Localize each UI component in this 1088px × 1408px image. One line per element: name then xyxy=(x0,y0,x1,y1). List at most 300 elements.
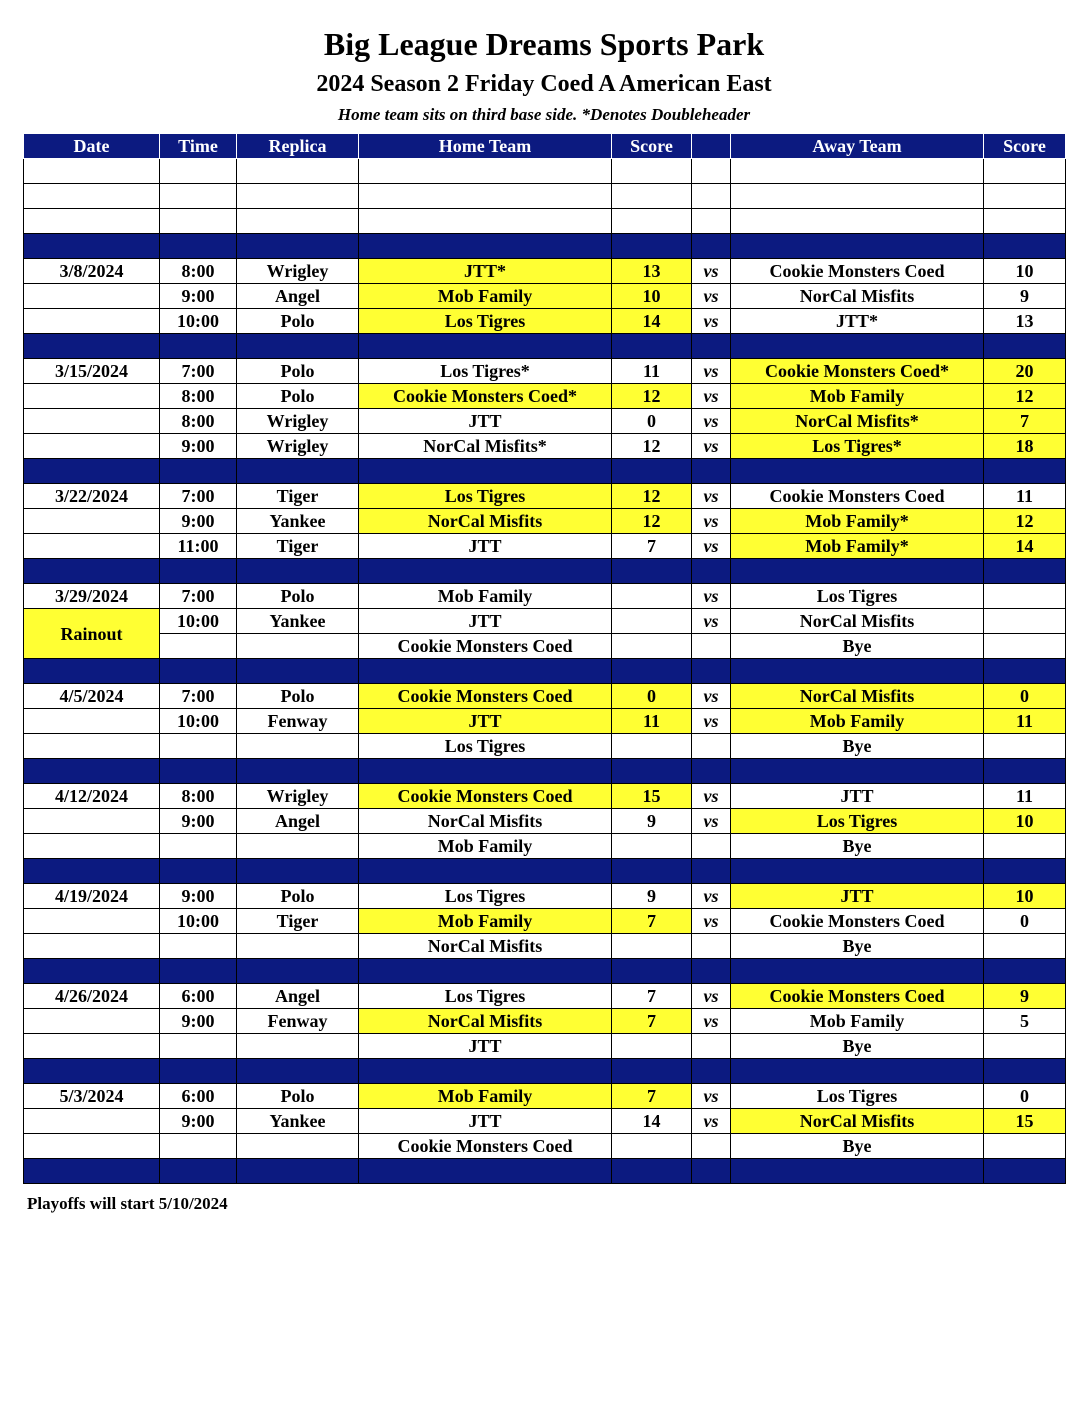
away-score-cell xyxy=(984,459,1066,484)
away-score-cell: 9 xyxy=(984,984,1066,1009)
time-cell xyxy=(160,959,237,984)
away-score-cell xyxy=(984,584,1066,609)
home-score-cell xyxy=(612,1159,692,1184)
away-score-cell xyxy=(984,234,1066,259)
away-team-cell: NorCal Misfits* xyxy=(731,409,984,434)
home-team-cell: JTT xyxy=(359,1109,612,1134)
col-header-vs xyxy=(692,134,731,159)
away-team-cell: NorCal Misfits xyxy=(731,684,984,709)
game-row xyxy=(24,984,1066,1009)
vs-cell: vs xyxy=(692,1084,731,1109)
time-cell xyxy=(160,934,237,959)
away-score-cell: 14 xyxy=(984,534,1066,559)
table-header-row xyxy=(24,134,1066,159)
time-cell: 8:00 xyxy=(160,259,237,284)
vs-cell: vs xyxy=(692,359,731,384)
home-team-cell: Cookie Monsters Coed xyxy=(359,684,612,709)
replica-cell xyxy=(237,834,359,859)
home-score-cell xyxy=(612,659,692,684)
game-row xyxy=(24,434,1066,459)
away-score-cell: 7 xyxy=(984,409,1066,434)
away-team-cell: Mob Family xyxy=(731,1009,984,1034)
away-score-cell xyxy=(984,834,1066,859)
time-cell xyxy=(160,859,237,884)
date-cell xyxy=(24,659,160,684)
game-row xyxy=(24,259,1066,284)
replica-cell xyxy=(237,334,359,359)
away-score-cell: 15 xyxy=(984,1109,1066,1134)
date-cell xyxy=(24,284,160,309)
game-row xyxy=(24,359,1066,384)
date-cell xyxy=(24,209,160,234)
schedule-note: Home team sits on third base side. *Denotes Doubleheader xyxy=(337,105,751,124)
away-team-cell: Los Tigres xyxy=(731,1084,984,1109)
date-cell xyxy=(24,734,160,759)
replica-cell: Wrigley xyxy=(237,259,359,284)
home-team-cell: JTT* xyxy=(359,259,612,284)
away-score-cell xyxy=(984,209,1066,234)
away-team-cell xyxy=(731,1159,984,1184)
bye-row xyxy=(24,734,1066,759)
away-team-cell xyxy=(731,559,984,584)
time-cell: 9:00 xyxy=(160,1009,237,1034)
col-header-home-score: Score xyxy=(612,134,692,159)
away-team-cell: Cookie Monsters Coed xyxy=(731,484,984,509)
home-score-cell xyxy=(612,934,692,959)
time-cell xyxy=(160,759,237,784)
away-team-cell: Cookie Monsters Coed xyxy=(731,909,984,934)
home-team-cell: Cookie Monsters Coed xyxy=(359,634,612,659)
week-separator-row xyxy=(24,959,1066,984)
game-row xyxy=(24,909,1066,934)
week-separator-row xyxy=(24,234,1066,259)
vs-cell xyxy=(692,1159,731,1184)
vs-cell xyxy=(692,659,731,684)
game-row xyxy=(24,884,1066,909)
game-row xyxy=(24,584,1066,609)
home-team-cell: JTT xyxy=(359,1034,612,1059)
away-team-cell: NorCal Misfits xyxy=(731,1109,984,1134)
time-cell xyxy=(160,1134,237,1159)
game-row xyxy=(24,1009,1066,1034)
replica-cell: Polo xyxy=(237,309,359,334)
home-score-cell: 12 xyxy=(612,484,692,509)
away-score-cell xyxy=(984,184,1066,209)
home-score-cell xyxy=(612,209,692,234)
vs-cell: vs xyxy=(692,534,731,559)
date-cell xyxy=(24,1034,160,1059)
col-header-replica: Replica xyxy=(237,134,359,159)
time-cell: 6:00 xyxy=(160,1084,237,1109)
away-team-cell: Bye xyxy=(731,1134,984,1159)
away-team-cell: Bye xyxy=(731,1034,984,1059)
time-cell: 9:00 xyxy=(160,434,237,459)
home-score-cell: 15 xyxy=(612,784,692,809)
date-cell xyxy=(24,559,160,584)
date-cell xyxy=(24,409,160,434)
vs-cell: vs xyxy=(692,1109,731,1134)
vs-cell: vs xyxy=(692,259,731,284)
vs-cell: vs xyxy=(692,909,731,934)
col-header-date: Date xyxy=(24,134,160,159)
vs-cell xyxy=(692,1134,731,1159)
away-team-cell xyxy=(731,959,984,984)
home-team-cell xyxy=(359,184,612,209)
week-separator-row xyxy=(24,334,1066,359)
replica-cell xyxy=(237,934,359,959)
date-cell xyxy=(24,809,160,834)
home-score-cell xyxy=(612,834,692,859)
replica-cell xyxy=(237,859,359,884)
away-team-cell: Los Tigres xyxy=(731,584,984,609)
away-score-cell xyxy=(984,609,1066,634)
time-cell: 9:00 xyxy=(160,809,237,834)
game-row xyxy=(24,609,1066,634)
replica-cell: Angel xyxy=(237,284,359,309)
away-score-cell xyxy=(984,1034,1066,1059)
home-score-cell xyxy=(612,334,692,359)
game-row xyxy=(24,534,1066,559)
date-cell: 4/19/2024 xyxy=(24,884,160,909)
vs-cell xyxy=(692,759,731,784)
home-team-cell: JTT xyxy=(359,534,612,559)
replica-cell: Angel xyxy=(237,809,359,834)
date-cell xyxy=(24,509,160,534)
vs-cell: vs xyxy=(692,709,731,734)
away-team-cell xyxy=(731,659,984,684)
game-row xyxy=(24,784,1066,809)
away-score-cell xyxy=(984,634,1066,659)
game-row xyxy=(24,1084,1066,1109)
away-score-cell: 11 xyxy=(984,709,1066,734)
date-cell xyxy=(24,909,160,934)
vs-cell xyxy=(692,209,731,234)
home-team-cell: Cookie Monsters Coed* xyxy=(359,384,612,409)
home-score-cell: 12 xyxy=(612,384,692,409)
time-cell: 8:00 xyxy=(160,409,237,434)
bye-row xyxy=(24,834,1066,859)
time-cell xyxy=(160,659,237,684)
time-cell: 10:00 xyxy=(160,609,237,634)
time-cell xyxy=(160,234,237,259)
home-score-cell xyxy=(612,559,692,584)
vs-cell: vs xyxy=(692,509,731,534)
replica-cell: Fenway xyxy=(237,709,359,734)
date-cell: 3/15/2024 xyxy=(24,359,160,384)
vs-cell xyxy=(692,234,731,259)
schedule-table xyxy=(23,133,1066,1184)
away-score-cell: 10 xyxy=(984,809,1066,834)
time-cell: 10:00 xyxy=(160,309,237,334)
away-score-cell: 0 xyxy=(984,684,1066,709)
date-cell: 3/22/2024 xyxy=(24,484,160,509)
bye-row xyxy=(24,934,1066,959)
home-score-cell xyxy=(612,1134,692,1159)
replica-cell xyxy=(237,759,359,784)
away-score-cell: 20 xyxy=(984,359,1066,384)
away-team-cell: JTT xyxy=(731,884,984,909)
home-score-cell xyxy=(612,159,692,184)
replica-cell xyxy=(237,559,359,584)
home-team-cell: Los Tigres xyxy=(359,309,612,334)
week-separator-row xyxy=(24,1159,1066,1184)
away-score-cell: 5 xyxy=(984,1009,1066,1034)
away-score-cell xyxy=(984,559,1066,584)
home-team-cell: Los Tigres xyxy=(359,484,612,509)
time-cell: 8:00 xyxy=(160,784,237,809)
date-cell xyxy=(24,1159,160,1184)
time-cell xyxy=(160,634,237,659)
date-cell xyxy=(24,1009,160,1034)
replica-cell xyxy=(237,659,359,684)
time-cell: 7:00 xyxy=(160,484,237,509)
away-score-cell: 18 xyxy=(984,434,1066,459)
away-team-cell: Cookie Monsters Coed xyxy=(731,984,984,1009)
away-team-cell: Mob Family xyxy=(731,384,984,409)
home-team-cell xyxy=(359,959,612,984)
time-cell xyxy=(160,1059,237,1084)
replica-cell: Polo xyxy=(237,684,359,709)
blank-row xyxy=(24,184,1066,209)
replica-cell: Polo xyxy=(237,384,359,409)
away-team-cell xyxy=(731,759,984,784)
date-cell xyxy=(24,434,160,459)
away-score-cell: 11 xyxy=(984,484,1066,509)
away-score-cell xyxy=(984,934,1066,959)
away-score-cell: 10 xyxy=(984,884,1066,909)
date-cell: 4/12/2024 xyxy=(24,784,160,809)
time-cell: 9:00 xyxy=(160,509,237,534)
away-score-cell: 10 xyxy=(984,259,1066,284)
date-cell: 3/29/2024 xyxy=(24,584,160,609)
home-team-cell: Mob Family xyxy=(359,1084,612,1109)
week-separator-row xyxy=(24,659,1066,684)
blank-row xyxy=(24,209,1066,234)
replica-cell: Tiger xyxy=(237,534,359,559)
time-cell: 8:00 xyxy=(160,384,237,409)
time-cell xyxy=(160,334,237,359)
home-score-cell: 12 xyxy=(612,509,692,534)
vs-cell xyxy=(692,184,731,209)
vs-cell xyxy=(692,959,731,984)
home-team-cell: NorCal Misfits xyxy=(359,934,612,959)
home-score-cell: 9 xyxy=(612,884,692,909)
vs-cell xyxy=(692,634,731,659)
date-cell xyxy=(24,384,160,409)
time-cell: 6:00 xyxy=(160,984,237,1009)
date-cell xyxy=(24,934,160,959)
game-row xyxy=(24,709,1066,734)
date-cell xyxy=(24,1109,160,1134)
home-team-cell: JTT xyxy=(359,709,612,734)
away-score-cell xyxy=(984,334,1066,359)
home-score-cell xyxy=(612,1059,692,1084)
date-cell xyxy=(24,834,160,859)
away-team-cell: Bye xyxy=(731,734,984,759)
replica-cell: Polo xyxy=(237,1084,359,1109)
vs-cell: vs xyxy=(692,584,731,609)
week-separator-row xyxy=(24,559,1066,584)
time-cell: 10:00 xyxy=(160,709,237,734)
away-team-cell xyxy=(731,209,984,234)
date-cell xyxy=(24,959,160,984)
bye-row xyxy=(24,1134,1066,1159)
away-score-cell: 0 xyxy=(984,909,1066,934)
home-score-cell: 12 xyxy=(612,434,692,459)
vs-cell xyxy=(692,159,731,184)
replica-cell: Fenway xyxy=(237,1009,359,1034)
away-score-cell xyxy=(984,659,1066,684)
away-team-cell: Cookie Monsters Coed* xyxy=(731,359,984,384)
date-cell xyxy=(24,309,160,334)
away-score-cell: 13 xyxy=(984,309,1066,334)
vs-cell xyxy=(692,859,731,884)
replica-cell: Yankee xyxy=(237,1109,359,1134)
home-score-cell: 7 xyxy=(612,1084,692,1109)
home-score-cell: 13 xyxy=(612,259,692,284)
replica-cell xyxy=(237,959,359,984)
time-cell: 10:00 xyxy=(160,909,237,934)
date-cell xyxy=(24,184,160,209)
home-team-cell: Los Tigres xyxy=(359,884,612,909)
vs-cell: vs xyxy=(692,409,731,434)
playoffs-note: Playoffs will start 5/10/2024 xyxy=(27,1194,228,1213)
week-separator-row xyxy=(24,859,1066,884)
home-score-cell: 10 xyxy=(612,284,692,309)
home-team-cell xyxy=(359,334,612,359)
game-row xyxy=(24,809,1066,834)
bye-row xyxy=(24,634,1066,659)
home-score-cell xyxy=(612,584,692,609)
home-team-cell xyxy=(359,209,612,234)
vs-cell: vs xyxy=(692,484,731,509)
time-cell: 11:00 xyxy=(160,534,237,559)
vs-cell: vs xyxy=(692,984,731,1009)
vs-cell: vs xyxy=(692,284,731,309)
home-team-cell: JTT xyxy=(359,609,612,634)
home-team-cell xyxy=(359,1059,612,1084)
date-cell xyxy=(24,759,160,784)
game-row xyxy=(24,1109,1066,1134)
home-score-cell: 7 xyxy=(612,1009,692,1034)
away-team-cell: Bye xyxy=(731,834,984,859)
vs-cell: vs xyxy=(692,809,731,834)
replica-cell: Tiger xyxy=(237,484,359,509)
home-team-cell: NorCal Misfits* xyxy=(359,434,612,459)
away-team-cell: JTT xyxy=(731,784,984,809)
home-team-cell: Los Tigres xyxy=(359,734,612,759)
home-team-cell: Cookie Monsters Coed xyxy=(359,1134,612,1159)
away-score-cell xyxy=(984,1134,1066,1159)
home-score-cell xyxy=(612,234,692,259)
replica-cell: Polo xyxy=(237,884,359,909)
away-score-cell: 9 xyxy=(984,284,1066,309)
home-team-cell: Mob Family xyxy=(359,909,612,934)
time-cell: 9:00 xyxy=(160,884,237,909)
home-team-cell xyxy=(359,859,612,884)
away-team-cell: Mob Family* xyxy=(731,534,984,559)
home-team-cell: Mob Family xyxy=(359,584,612,609)
page-title: Big League Dreams Sports Park xyxy=(323,26,765,62)
home-score-cell xyxy=(612,734,692,759)
home-score-cell: 7 xyxy=(612,534,692,559)
replica-cell: Polo xyxy=(237,584,359,609)
date-cell xyxy=(24,1059,160,1084)
page-subtitle: 2024 Season 2 Friday Coed A American East xyxy=(316,71,772,97)
home-score-cell: 0 xyxy=(612,684,692,709)
vs-cell xyxy=(692,459,731,484)
date-cell xyxy=(24,159,160,184)
time-cell xyxy=(160,209,237,234)
time-cell xyxy=(160,734,237,759)
away-team-cell: Los Tigres xyxy=(731,809,984,834)
away-team-cell: NorCal Misfits xyxy=(731,609,984,634)
home-team-cell: NorCal Misfits xyxy=(359,1009,612,1034)
away-score-cell xyxy=(984,159,1066,184)
away-score-cell: 12 xyxy=(984,509,1066,534)
replica-cell xyxy=(237,1034,359,1059)
home-score-cell xyxy=(612,609,692,634)
week-separator-row xyxy=(24,459,1066,484)
away-team-cell xyxy=(731,159,984,184)
vs-cell xyxy=(692,334,731,359)
away-team-cell xyxy=(731,459,984,484)
away-score-cell xyxy=(984,1159,1066,1184)
away-score-cell xyxy=(984,859,1066,884)
replica-cell xyxy=(237,1134,359,1159)
away-team-cell: Los Tigres* xyxy=(731,434,984,459)
home-team-cell xyxy=(359,559,612,584)
home-score-cell xyxy=(612,634,692,659)
replica-cell: Wrigley xyxy=(237,434,359,459)
vs-cell: vs xyxy=(692,784,731,809)
home-team-cell xyxy=(359,1159,612,1184)
bye-row xyxy=(24,1034,1066,1059)
time-cell: 9:00 xyxy=(160,284,237,309)
replica-cell: Wrigley xyxy=(237,409,359,434)
replica-cell xyxy=(237,234,359,259)
replica-cell: Polo xyxy=(237,359,359,384)
time-cell xyxy=(160,834,237,859)
home-score-cell: 9 xyxy=(612,809,692,834)
home-score-cell: 11 xyxy=(612,709,692,734)
home-score-cell: 11 xyxy=(612,359,692,384)
col-header-away-team: Away Team xyxy=(731,134,984,159)
home-team-cell: JTT xyxy=(359,409,612,434)
game-row xyxy=(24,409,1066,434)
home-team-cell: Mob Family xyxy=(359,284,612,309)
replica-cell xyxy=(237,159,359,184)
vs-cell xyxy=(692,734,731,759)
home-score-cell: 14 xyxy=(612,309,692,334)
time-cell: 7:00 xyxy=(160,584,237,609)
home-team-cell: NorCal Misfits xyxy=(359,509,612,534)
date-cell xyxy=(24,859,160,884)
schedule-body xyxy=(24,159,1066,1184)
home-team-cell: Mob Family xyxy=(359,834,612,859)
replica-cell: Wrigley xyxy=(237,784,359,809)
away-team-cell xyxy=(731,859,984,884)
date-cell: 4/5/2024 xyxy=(24,684,160,709)
home-score-cell xyxy=(612,859,692,884)
week-separator-row xyxy=(24,1059,1066,1084)
away-team-cell xyxy=(731,1059,984,1084)
time-cell xyxy=(160,1159,237,1184)
replica-cell xyxy=(237,734,359,759)
home-team-cell xyxy=(359,159,612,184)
time-cell xyxy=(160,559,237,584)
date-cell xyxy=(24,709,160,734)
